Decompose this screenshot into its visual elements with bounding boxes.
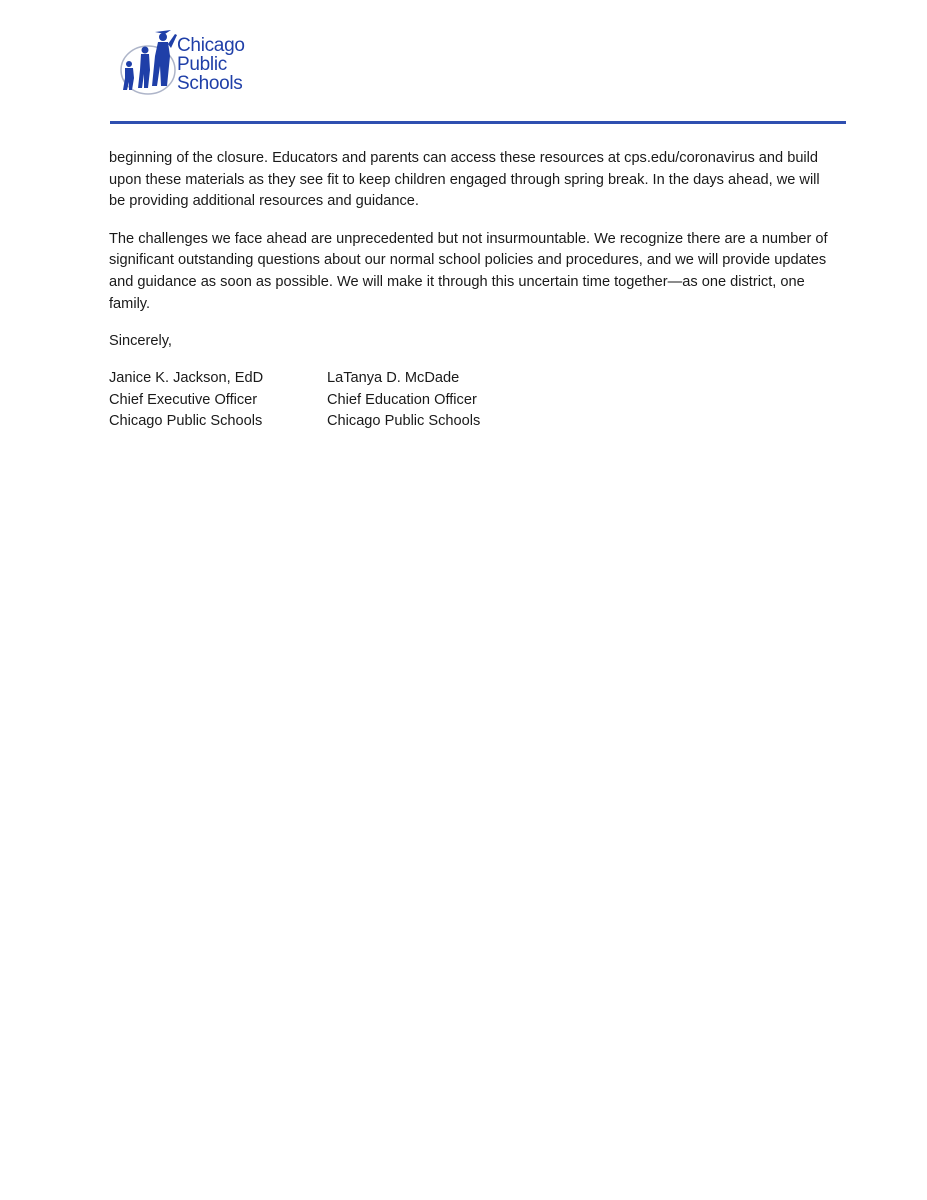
logo-line-1: Chicago xyxy=(177,35,245,56)
signer-org: Chicago Public Schools xyxy=(327,413,481,430)
letter-body xyxy=(109,148,829,369)
cps-figures-icon xyxy=(115,26,185,98)
paragraph-2: The challenges we face ahead are unprecedented but not insurmountable. We recognize there are a number of significant outstanding questions about our normal school policies and procedures, and we will provide updates and guidance as soon as possible. We will make it through this uncertain time together—as one district, one family. xyxy=(109,230,828,312)
paragraph-1: beginning of the closure. Educators and parents can access these resources at cps.edu/coronavirus and build upon these materials as they see fit to keep children engaged through spring break. In the days ahead, we will be providing additional resources and guidance. xyxy=(109,150,820,210)
signature-ceo xyxy=(109,368,263,433)
header-divider xyxy=(110,121,846,124)
signer-title: Chief Executive Officer xyxy=(109,391,258,408)
logo-wordmark xyxy=(177,36,245,93)
signer-title: Chief Education Officer xyxy=(327,391,477,408)
signer-org: Chicago Public Schools xyxy=(109,413,263,430)
signer-name: Janice K. Jackson, EdD xyxy=(109,370,264,386)
signer-name: LaTanya D. McDade xyxy=(327,370,460,386)
closing: Sincerely, xyxy=(109,333,172,350)
logo-line-2: Public xyxy=(177,54,227,75)
logo-line-3: Schools xyxy=(177,73,243,94)
cps-logo xyxy=(115,26,275,98)
signature-ceo-education xyxy=(327,368,480,433)
